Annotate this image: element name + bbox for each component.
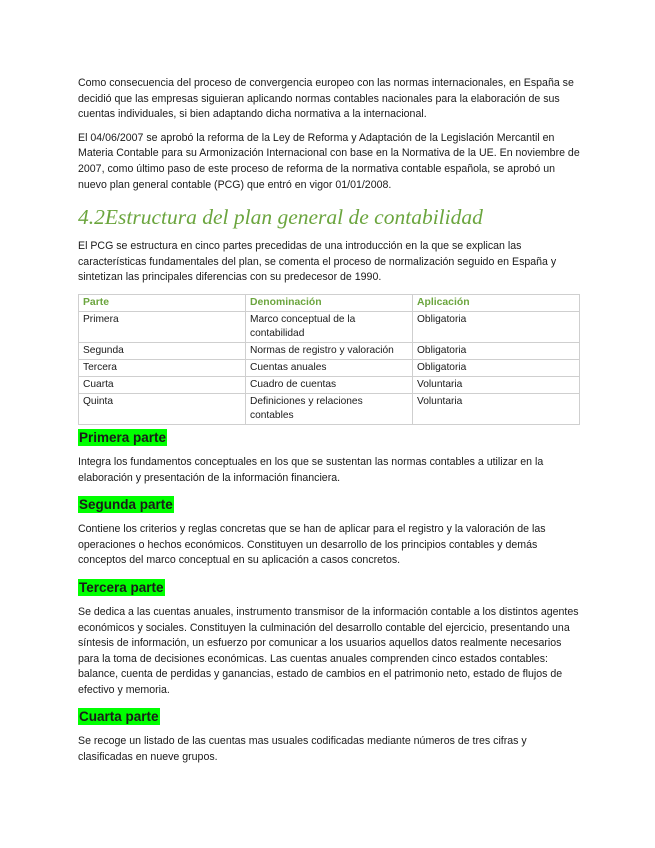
header-parte: Parte	[79, 294, 246, 311]
cell-denominacion: Marco conceptual de la contabilidad	[246, 311, 413, 342]
table-row	[79, 376, 580, 393]
cell-aplicacion: Obligatoria	[413, 311, 580, 342]
section-title-tercera: Tercera parte	[79, 579, 164, 595]
cell-denominacion: Normas de registro y valoración	[246, 342, 413, 359]
cell-denominacion: Definiciones y relaciones contables	[246, 393, 413, 424]
section-text-cuarta: Se recoge un listado de las cuentas mas usuales codificadas mediante números de tres cifras y clasificadas en nueve grupos.	[78, 735, 527, 764]
header-denominacion: Denominación	[246, 294, 413, 311]
cell-denominacion: Cuentas anuales	[246, 359, 413, 376]
table-header-row	[79, 294, 580, 311]
cell-aplicacion: Obligatoria	[413, 359, 580, 376]
paragraph-intro: El PCG se estructura en cinco partes precedidas de una introducción en la que se explican las características fundamentales del plan, se comenta el proceso de normalización seguido en España y sintetizan las principales diferencias con su predecesor de 1990.	[78, 240, 557, 284]
table-row	[79, 311, 580, 342]
section-heading: 4.2Estructura del plan general de contabilidad	[78, 205, 483, 230]
cell-parte: Quinta	[79, 393, 246, 424]
section-title-cuarta: Cuarta parte	[79, 709, 159, 725]
section-text-segunda: Contiene los criterios y reglas concretas que se han de aplicar para el registro y la valoración de las operaciones o hechos económicos. Constituyen un desarrollo de los principios contables y demás conceptos del marco conceptual en su aplicación a casos concretos.	[78, 523, 546, 567]
section-tercera	[78, 577, 580, 699]
cell-aplicacion: Obligatoria	[413, 342, 580, 359]
section-cuarta	[78, 706, 580, 765]
table-row	[79, 393, 580, 424]
cell-parte: Segunda	[79, 342, 246, 359]
header-aplicacion: Aplicación	[413, 294, 580, 311]
table-row	[79, 342, 580, 359]
paragraph-reform: El 04/06/2007 se aprobó la reforma de la Ley de Reforma y Adaptación de la Legislación Mercantil en Materia Contable para su Armonización Internacional con base en la Normativa de la UE. En noviembre de 2007, como último paso de este proceso de reforma de la normativa contable española, se aprobó un nuevo plan general contable (PCG) que entró en vigor 01/01/2008.	[78, 131, 580, 191]
pcg-parts-table	[78, 294, 580, 425]
section-text-primera: Integra los fundamentos conceptuales en los que se sustentan las normas contables a utilizar en la elaboración y presentación de la información financiera.	[78, 455, 544, 484]
document-page	[78, 76, 580, 774]
cell-aplicacion: Voluntaria	[413, 376, 580, 393]
paragraph-convergence: Como consecuencia del proceso de convergencia europeo con las normas internacionales, en España se decidió que las empresas siguieran aplicando normas contables nacionales para la elaboración de sus cuentas individuales, si bien adaptando dicha normativa a la internacional.	[78, 77, 574, 121]
table-row	[79, 359, 580, 376]
cell-denominacion: Cuadro de cuentas	[246, 376, 413, 393]
cell-parte: Tercera	[79, 359, 246, 376]
cell-parte: Cuarta	[79, 376, 246, 393]
section-segunda	[78, 494, 580, 569]
section-title-primera: Primera parte	[79, 429, 167, 445]
section-title-segunda: Segunda parte	[79, 497, 173, 513]
cell-parte: Primera	[79, 311, 246, 342]
section-text-tercera: Se dedica a las cuentas anuales, instrumento transmisor de la información contable a los distintos agentes económicos y sociales. Constituyen la culminación del desarrollo contable del ejercicio, presentando una síntesis de información, un esfuerzo por comunicar a los usuarios aquellos datos realmente necesarios para la toma de decisiones económicas. Las cuentas anuales comprenden cinco estados contables: balance, cuenta de perdidas y ganancias, estado de cambios en el patrimonio neto, estado de flujos de efectivo y memoria.	[78, 605, 579, 696]
section-primera	[78, 427, 580, 486]
cell-aplicacion: Voluntaria	[413, 393, 580, 424]
